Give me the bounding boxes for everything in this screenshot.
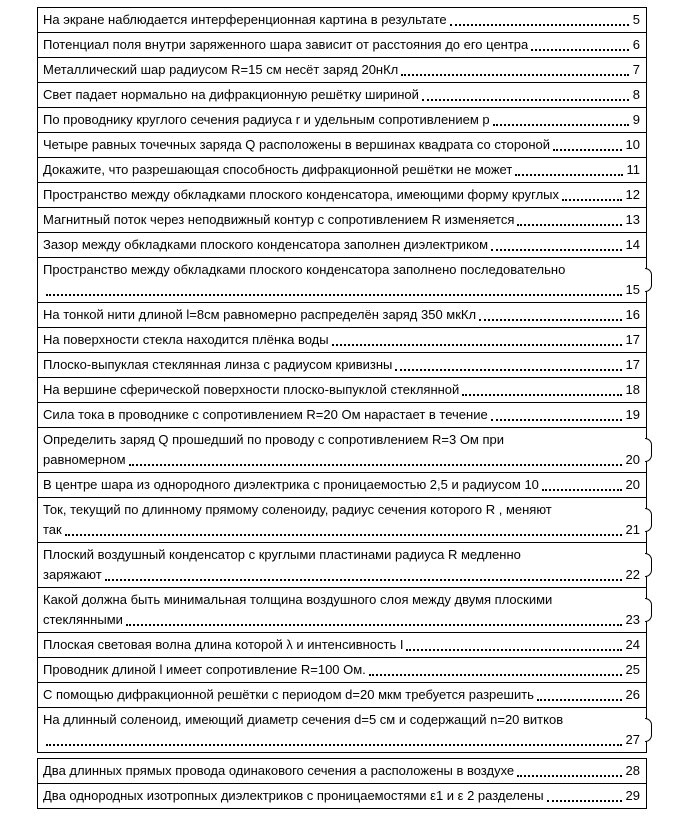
toc-entry[interactable] xyxy=(37,402,647,428)
toc-entry-last-line xyxy=(43,405,640,425)
toc-entry-text: Магнитный поток через неподвижный контур с сопротивлением R изменяется xyxy=(43,212,515,227)
toc-entry-text: заряжают xyxy=(43,567,102,582)
dot-leader xyxy=(515,174,622,176)
toc-entry-text: На экране наблюдается интерференционная картина в результате xyxy=(43,12,447,27)
toc-entry-last-line xyxy=(43,235,640,255)
toc-entry-last-line xyxy=(43,160,640,180)
toc-entry-last-line xyxy=(43,786,640,806)
dot-leader xyxy=(369,674,622,676)
toc-page-number: 17 xyxy=(625,332,640,347)
toc-entry-text: На вершине сферической поверхности плоско-выпуклой стеклянной xyxy=(43,382,460,397)
toc-page-number: 14 xyxy=(625,237,640,252)
toc-entry-text-line1: Какой должна быть минимальная толщина воздушного слоя между двумя плоскими xyxy=(43,592,553,607)
toc-entry-text: На тонкой нити длиной l=8см равномерно распределён заряд 350 мкКл xyxy=(43,307,477,322)
toc-entry-text-line1: На длинный соленоид, имеющий диаметр сечения d=5 см и содержащий n=20 витков xyxy=(43,712,564,727)
toc-entry-text: Два однородных изотропных диэлектриков с проницаемостями ε1 и ε 2 разделены xyxy=(43,788,544,803)
dot-leader xyxy=(395,369,621,371)
toc-entry-last-line xyxy=(43,35,640,55)
toc-page-number: 16 xyxy=(625,307,640,322)
dot-leader xyxy=(491,249,621,251)
toc-entry[interactable] xyxy=(37,472,647,498)
toc-page-number: 7 xyxy=(632,62,640,77)
toc-entry-last-line xyxy=(43,520,640,540)
toc-page-number: 18 xyxy=(625,382,640,397)
toc-entry[interactable] xyxy=(37,232,647,258)
toc-entry-last-line xyxy=(43,685,640,705)
toc-entry[interactable] xyxy=(37,377,647,403)
toc-entry[interactable] xyxy=(37,57,647,83)
toc-entry-text: равномерном xyxy=(43,452,126,467)
row-wrap-marker xyxy=(645,268,652,292)
row-wrap-marker xyxy=(645,438,652,462)
toc-entry-last-line xyxy=(43,185,640,205)
toc-entry-text: Потенциал поля внутри заряженного шара зависит от расстояния до его центра xyxy=(43,37,529,52)
dot-leader xyxy=(46,294,622,296)
toc-entry-last-line xyxy=(43,60,640,80)
toc-page-number: 5 xyxy=(632,12,640,27)
toc-entry-last-line xyxy=(43,10,640,30)
toc-entry[interactable] xyxy=(37,82,647,108)
toc-page-number: 21 xyxy=(625,522,640,537)
dot-leader xyxy=(450,24,629,26)
toc-page-number: 19 xyxy=(625,407,640,422)
toc-page-number: 6 xyxy=(632,37,640,52)
dot-leader xyxy=(462,394,621,396)
toc-entry[interactable] xyxy=(37,542,647,588)
toc-entry-text: Два длинных прямых провода одинакового сечения а расположены в воздухе xyxy=(43,763,515,778)
toc-entry-text: С помощью дифракционной решётки с периодом d=20 мкм требуется разрешить xyxy=(43,687,534,702)
dot-leader xyxy=(126,624,622,626)
toc-entry-last-line xyxy=(43,110,640,130)
toc-entry-text: так xyxy=(43,522,62,537)
toc-page-number: 12 xyxy=(625,187,640,202)
toc-entry[interactable] xyxy=(37,7,647,33)
toc-entry-last-line xyxy=(43,330,640,350)
toc-entry-text: Свет падает нормально на дифракционную решётку шириной xyxy=(43,87,419,102)
toc-entry-text: Докажите, что разрешающая способность дифракционной решётки не может xyxy=(43,162,513,177)
toc-entry[interactable] xyxy=(37,682,647,708)
dot-leader xyxy=(562,199,622,201)
toc-entry-last-line xyxy=(43,355,640,375)
toc-entry-last-line xyxy=(43,280,640,300)
dot-leader xyxy=(129,464,622,466)
row-wrap-marker xyxy=(645,598,652,622)
row-wrap-marker xyxy=(645,553,652,577)
toc-entry[interactable] xyxy=(37,758,647,784)
toc-entry[interactable] xyxy=(37,132,647,158)
dot-leader xyxy=(493,124,629,126)
toc-page-number: 11 xyxy=(626,162,640,177)
toc-entry-last-line xyxy=(43,305,640,325)
toc-entry-text-line1: Пространство между обкладками плоского конденсатора заполнено последовательно xyxy=(43,262,566,277)
toc-entry-last-line xyxy=(43,610,640,630)
toc-page-number: 17 xyxy=(625,357,640,372)
toc-entry[interactable] xyxy=(37,302,647,328)
dot-leader xyxy=(542,489,622,491)
toc-entry-text: Плоская световая волна длина которой λ и интенсивность I xyxy=(43,637,404,652)
toc-entry[interactable] xyxy=(37,257,647,303)
toc-entry[interactable] xyxy=(37,707,647,753)
toc-page-number: 24 xyxy=(625,637,640,652)
toc-entry[interactable] xyxy=(37,207,647,233)
toc-entry[interactable] xyxy=(37,327,647,353)
toc-entry-text: Проводник длиной l имеет сопротивление R=100 Ом. xyxy=(43,662,366,677)
toc-entry-last-line xyxy=(43,565,640,585)
dot-leader xyxy=(332,344,622,346)
toc-entry-text: Металлический шар радиусом R=15 см несёт заряд 20нКл xyxy=(43,62,399,77)
toc-entry-last-line xyxy=(43,450,640,470)
toc-entry-last-line xyxy=(43,210,640,230)
toc-entry[interactable] xyxy=(37,657,647,683)
dot-leader xyxy=(479,319,621,321)
dot-leader xyxy=(531,49,629,51)
dot-leader xyxy=(547,800,622,802)
toc-page-number: 22 xyxy=(625,567,640,582)
table-of-contents xyxy=(37,8,647,809)
toc-page-number: 27 xyxy=(625,732,640,747)
toc-entry[interactable] xyxy=(37,427,647,473)
dot-leader xyxy=(406,649,621,651)
toc-page-number: 20 xyxy=(625,452,640,467)
toc-entry-text: Четыре равных точечных заряда Q расположены в вершинах квадрата со стороной xyxy=(43,137,551,152)
toc-page-number: 29 xyxy=(625,788,640,803)
toc-entry-last-line xyxy=(43,475,640,495)
toc-page-number: 15 xyxy=(625,282,640,297)
toc-entry-last-line xyxy=(43,730,640,750)
toc-entry[interactable] xyxy=(37,32,647,58)
toc-entry[interactable] xyxy=(37,157,647,183)
toc-entry-text: Плоско-выпуклая стеклянная линза с радиусом кривизны xyxy=(43,357,393,372)
toc-page-number: 8 xyxy=(632,87,640,102)
toc-entry[interactable] xyxy=(37,783,647,809)
toc-page-number: 23 xyxy=(625,612,640,627)
toc-entry-last-line xyxy=(43,660,640,680)
dot-leader xyxy=(65,534,622,536)
toc-entry-text-line1: Ток, текущий по длинному прямому соленоиду, радиус сечения которого R , меняют xyxy=(43,502,552,517)
toc-entry-text: Сила тока в проводнике с сопротивлением R=20 Ом нарастает в течение xyxy=(43,407,488,422)
dot-leader xyxy=(537,699,622,701)
toc-entry-text: Пространство между обкладками плоского конденсатора, имеющими форму круглых xyxy=(43,187,560,202)
toc-page-number: 9 xyxy=(632,112,640,127)
toc-entry[interactable] xyxy=(37,182,647,208)
toc-entry-text-line1: Плоский воздушный конденсатор с круглыми пластинами радиуса R медленно xyxy=(43,547,521,562)
toc-entry[interactable] xyxy=(37,107,647,133)
toc-entry-text: На поверхности стекла находится плёнка воды xyxy=(43,332,329,347)
toc-page-number: 28 xyxy=(625,763,640,778)
toc-entry[interactable] xyxy=(37,632,647,658)
toc-entry[interactable] xyxy=(37,587,647,633)
toc-page-number: 13 xyxy=(625,212,640,227)
toc-entry-text: По проводнику круглого сечения радиуса r и удельным сопротивлением р xyxy=(43,112,490,127)
row-wrap-marker xyxy=(645,718,652,742)
dot-leader xyxy=(46,744,622,746)
toc-entry-text: стеклянными xyxy=(43,612,123,627)
toc-entry-last-line xyxy=(43,85,640,105)
dot-leader xyxy=(491,419,622,421)
toc-entry-last-line xyxy=(43,135,640,155)
toc-entry-text: Зазор между обкладками плоского конденсатора заполнен диэлектриком xyxy=(43,237,489,252)
toc-entry[interactable] xyxy=(37,497,647,543)
toc-entry-last-line xyxy=(43,635,640,655)
toc-entry[interactable] xyxy=(37,352,647,378)
toc-entry-last-line xyxy=(43,380,640,400)
toc-entry-text-line1: Определить заряд Q прошедший по проводу с сопротивлением R=3 Ом при xyxy=(43,432,505,447)
toc-page-number: 20 xyxy=(625,477,640,492)
dot-leader xyxy=(553,149,621,151)
toc-page-number: 25 xyxy=(625,662,640,677)
dot-leader xyxy=(422,99,629,101)
toc-entry-text: В центре шара из однородного диэлектрика с проницаемостью 2,5 и радиусом 10 xyxy=(43,477,539,492)
toc-page-number: 26 xyxy=(625,687,640,702)
toc-entry-last-line xyxy=(43,761,640,781)
dot-leader xyxy=(105,579,622,581)
dot-leader xyxy=(517,775,621,777)
row-wrap-marker xyxy=(645,508,652,532)
dot-leader xyxy=(517,224,621,226)
toc-page-number: 10 xyxy=(625,137,640,152)
dot-leader xyxy=(401,74,628,76)
